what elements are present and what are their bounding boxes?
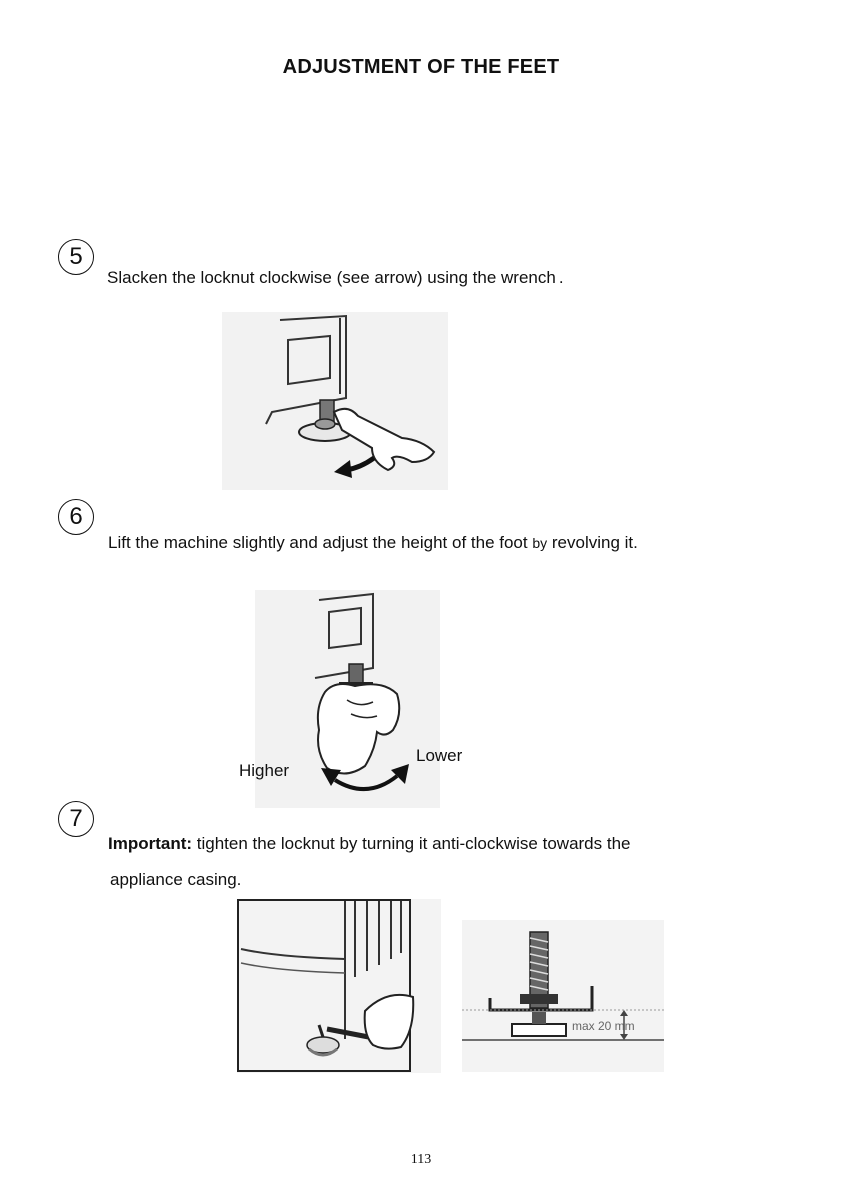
important-label: Important:	[108, 834, 193, 853]
step-7-instruction: tighten the locknut by turning it anti-clockwise towards the	[192, 834, 631, 853]
step-7-number: 7	[58, 801, 94, 837]
label-lower: Lower	[416, 746, 463, 765]
label-higher: Higher	[239, 761, 290, 780]
step-6-instruction-b: revolving it.	[551, 533, 638, 552]
step-5-instruction: Slacken the locknut clockwise (see arrow) using the wrench	[107, 268, 556, 287]
step-7-text-line1	[108, 834, 631, 854]
tighten-locknut-illustration	[237, 899, 441, 1073]
step-5-period: .	[558, 268, 564, 287]
step-6-instruction-a: Lift the machine slightly and adjust the height of the foot	[108, 533, 528, 552]
wrench-illustration	[222, 312, 448, 490]
page-title: ADJUSTMENT OF THE FEET	[282, 56, 560, 78]
step-7-text-line2: appliance casing.	[110, 870, 242, 889]
step-6-number: 6	[58, 499, 94, 535]
dimension-label: max 20 mm	[572, 1019, 635, 1033]
step-6-instruction-by: by	[532, 535, 548, 551]
step-5-number: 5	[58, 239, 94, 275]
step-6-text	[108, 533, 638, 553]
step-5-text	[107, 268, 564, 288]
foot-dimension-diagram	[462, 920, 664, 1072]
page-number: 113	[410, 1152, 432, 1167]
